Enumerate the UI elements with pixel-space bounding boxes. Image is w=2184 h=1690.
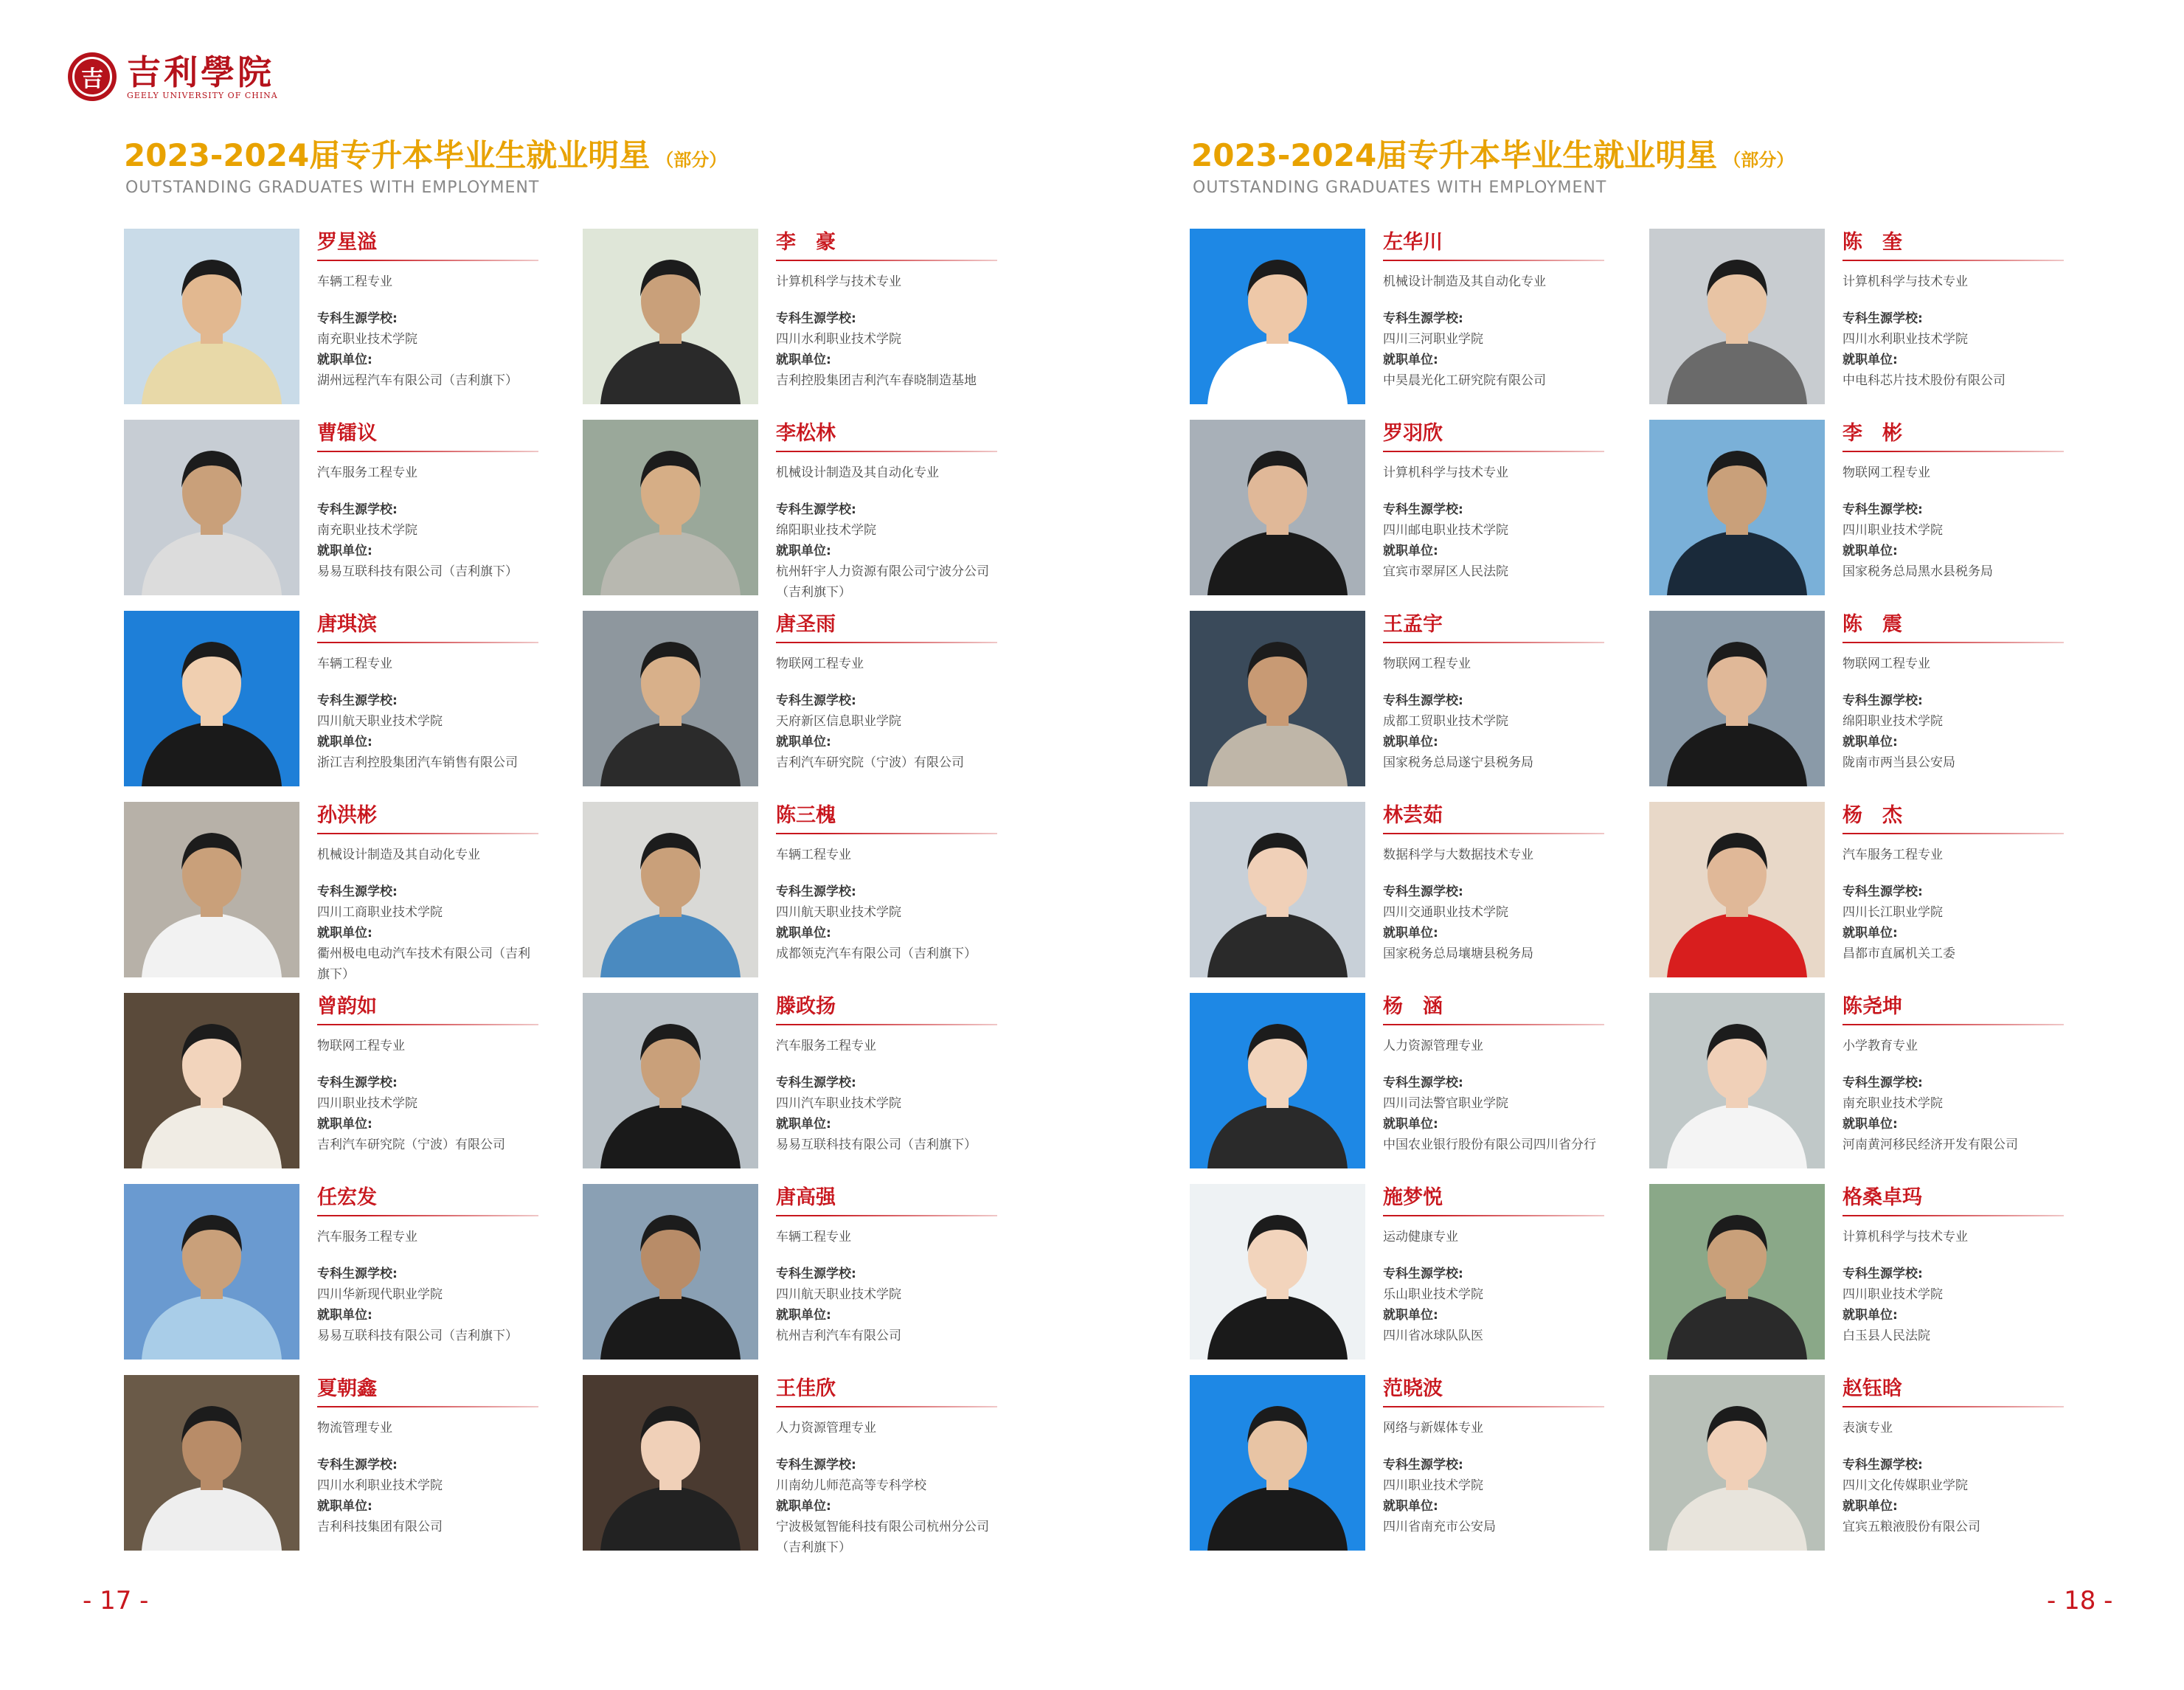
graduate-employer: 昌都市直属机关工委 [1842, 946, 1955, 961]
graduate-photo [1649, 611, 1825, 786]
employer-label: 就职单位: [1383, 735, 1438, 749]
graduate-name: 王佳欣 [776, 1377, 836, 1400]
name-divider [1842, 1215, 2064, 1216]
graduate-card [1649, 420, 2077, 597]
graduate-name: 施梦悦 [1383, 1186, 1443, 1209]
graduate-name: 李 彬 [1842, 422, 1902, 445]
graduate-card [583, 1375, 1010, 1555]
school-label: 专科生源学校: [317, 502, 398, 517]
school-label: 专科生源学校: [1383, 311, 1463, 326]
graduate-employer: 中国农业银行股份有限公司四川省分行 [1383, 1137, 1596, 1152]
name-divider [776, 451, 997, 452]
graduate-major: 机械设计制造及其自动化专业 [776, 465, 939, 480]
graduate-employer: 白玉县人民法院 [1842, 1329, 1930, 1343]
school-label: 专科生源学校: [1383, 693, 1463, 708]
employer-label: 就职单位: [317, 1308, 372, 1323]
graduate-employer: 易易互联科技有限公司（吉利旗下） [317, 1329, 518, 1343]
graduate-employer: 浙江吉利控股集团汽车销售有限公司 [317, 755, 518, 770]
college-name-en: GEELY UNIVERSITY OF CHINA [127, 90, 278, 100]
graduate-photo [1649, 229, 1825, 404]
school-label: 专科生源学校: [1842, 311, 1923, 326]
graduate-name: 林芸茹 [1383, 804, 1443, 827]
graduate-school: 南充职业技术学院 [317, 332, 417, 347]
school-label: 专科生源学校: [1383, 884, 1463, 899]
graduate-card [1190, 420, 1618, 597]
graduate-card [583, 229, 1010, 406]
employer-label: 就职单位: [1383, 353, 1438, 367]
graduate-employer: 四川省南充市公安局 [1383, 1520, 1496, 1534]
school-label: 专科生源学校: [317, 884, 398, 899]
graduate-name: 唐琪滨 [317, 613, 377, 636]
graduate-name: 格桑卓玛 [1842, 1186, 1922, 1209]
graduate-school: 四川汽车职业技术学院 [776, 1096, 901, 1111]
graduate-employer: 吉利汽车研究院（宁波）有限公司 [317, 1137, 505, 1152]
graduate-employer: 杭州吉利汽车有限公司 [776, 1329, 901, 1343]
name-divider [317, 833, 538, 834]
name-divider [1383, 642, 1604, 643]
graduate-school: 乐山职业技术学院 [1383, 1287, 1483, 1302]
graduate-card [124, 420, 552, 597]
graduate-employer: 吉利科技集团有限公司 [317, 1520, 443, 1534]
graduate-photo [1190, 802, 1365, 977]
graduate-photo [1649, 420, 1825, 595]
employer-label: 就职单位: [1842, 544, 1898, 558]
graduate-major: 物联网工程专业 [776, 657, 864, 671]
graduate-major: 车辆工程专业 [776, 848, 851, 862]
graduate-photo [124, 420, 299, 595]
school-label: 专科生源学校: [1842, 693, 1923, 708]
graduate-card [124, 229, 552, 406]
school-label: 专科生源学校: [776, 311, 856, 326]
graduate-employer: 国家税务总局遂宁县税务局 [1383, 755, 1533, 770]
name-divider [1383, 260, 1604, 261]
graduate-major: 网络与新媒体专业 [1383, 1421, 1483, 1436]
graduate-name: 李 豪 [776, 231, 836, 254]
graduate-major: 物联网工程专业 [1842, 657, 1930, 671]
school-label: 专科生源学校: [317, 311, 398, 326]
graduate-photo [583, 420, 758, 595]
school-label: 专科生源学校: [776, 1267, 856, 1281]
graduate-photo [583, 1184, 758, 1360]
graduate-photo [1190, 611, 1365, 786]
graduate-school: 四川水利职业技术学院 [776, 332, 901, 347]
school-label: 专科生源学校: [776, 1076, 856, 1090]
graduate-school: 四川职业技术学院 [317, 1096, 417, 1111]
graduate-card [583, 993, 1010, 1170]
graduate-card [124, 993, 552, 1170]
graduate-major: 汽车服务工程专业 [317, 1230, 417, 1244]
graduate-school: 四川航天职业技术学院 [317, 714, 443, 729]
name-divider [1383, 1024, 1604, 1025]
graduate-card [1649, 802, 2077, 979]
school-label: 专科生源学校: [1842, 502, 1923, 517]
graduate-name: 范晓波 [1383, 1377, 1443, 1400]
right-page-subtitle: OUTSTANDING GRADUATES WITH EMPLOYMENT [1193, 179, 1607, 197]
employer-label: 就职单位: [776, 735, 831, 749]
employer-label: 就职单位: [1842, 735, 1898, 749]
school-label: 专科生源学校: [1842, 884, 1923, 899]
employer-label: 就职单位: [1842, 1499, 1898, 1514]
graduate-name: 曹镭议 [317, 422, 377, 445]
school-label: 专科生源学校: [1383, 502, 1463, 517]
school-label: 专科生源学校: [1383, 1267, 1463, 1281]
employer-label: 就职单位: [776, 926, 831, 941]
school-label: 专科生源学校: [776, 884, 856, 899]
graduate-school: 成都工贸职业技术学院 [1383, 714, 1508, 729]
page-number-right: - 18 - [2047, 1586, 2113, 1615]
graduate-card [1649, 611, 2077, 788]
name-divider [317, 1215, 538, 1216]
name-divider [776, 833, 997, 834]
school-label: 专科生源学校: [317, 1267, 398, 1281]
name-divider [1842, 833, 2064, 834]
graduate-card [583, 611, 1010, 788]
employer-label: 就职单位: [1383, 926, 1438, 941]
graduate-photo [583, 229, 758, 404]
graduate-name: 罗羽欣 [1383, 422, 1443, 445]
graduate-name: 陈三槐 [776, 804, 836, 827]
name-divider [317, 1024, 538, 1025]
graduate-major: 物联网工程专业 [1383, 657, 1471, 671]
employer-label: 就职单位: [776, 1117, 831, 1132]
graduate-card [1649, 1184, 2077, 1361]
graduate-card [1649, 229, 2077, 406]
graduate-major: 运动健康专业 [1383, 1230, 1458, 1244]
graduate-photo [583, 993, 758, 1168]
employer-label: 就职单位: [317, 353, 372, 367]
school-label: 专科生源学校: [317, 693, 398, 708]
name-divider [776, 1024, 997, 1025]
graduate-photo [1190, 420, 1365, 595]
graduate-employer: 宜宾市翠屏区人民法院 [1383, 564, 1508, 579]
right-page-title: 2023-2024届专升本毕业生就业明星 （部分） [1191, 137, 1795, 173]
graduate-name: 唐圣雨 [776, 613, 836, 636]
graduate-name: 王孟宇 [1383, 613, 1443, 636]
graduate-name: 唐高强 [776, 1186, 836, 1209]
graduate-major: 车辆工程专业 [317, 274, 392, 289]
graduate-card [583, 420, 1010, 600]
page-number-left: - 17 - [83, 1586, 149, 1615]
name-divider [317, 451, 538, 452]
graduate-school: 南充职业技术学院 [317, 523, 417, 538]
name-divider [1383, 1406, 1604, 1407]
graduate-employer: 国家税务总局黑水县税务局 [1842, 564, 1993, 579]
employer-label: 就职单位: [776, 353, 831, 367]
employer-label: 就职单位: [1383, 1117, 1438, 1132]
graduate-employer: 中昊晨光化工研究院有限公司 [1383, 373, 1546, 388]
graduate-employer: 衢州极电电动汽车技术有限公司（吉利旗下） [317, 946, 530, 982]
school-label: 专科生源学校: [776, 693, 856, 708]
employer-label: 就职单位: [317, 1117, 372, 1132]
graduate-card [583, 1184, 1010, 1361]
graduate-photo [124, 1375, 299, 1551]
name-divider [1842, 260, 2064, 261]
graduate-major: 计算机科学与技术专业 [1383, 465, 1508, 480]
graduate-school: 四川长江职业学院 [1842, 905, 1943, 920]
graduate-photo [1649, 1375, 1825, 1551]
graduate-name: 任宏发 [317, 1186, 377, 1209]
graduate-card [1190, 611, 1618, 788]
graduate-name: 李松林 [776, 422, 836, 445]
graduate-school: 四川水利职业技术学院 [317, 1478, 443, 1493]
name-divider [776, 260, 997, 261]
employer-label: 就职单位: [776, 544, 831, 558]
graduate-school: 四川文化传媒职业学院 [1842, 1478, 1968, 1493]
graduate-school: 四川司法警官职业学院 [1383, 1096, 1508, 1111]
graduate-major: 计算机科学与技术专业 [1842, 274, 1968, 289]
graduate-major: 人力资源管理专业 [776, 1421, 876, 1436]
school-label: 专科生源学校: [317, 1076, 398, 1090]
graduate-card [124, 802, 552, 982]
graduate-employer: 陇南市两当县公安局 [1842, 755, 1955, 770]
graduate-major: 物流管理专业 [317, 1421, 392, 1436]
graduate-employer: 吉利控股集团吉利汽车春晓制造基地 [776, 373, 977, 388]
graduate-card [1190, 229, 1618, 406]
school-label: 专科生源学校: [1842, 1267, 1923, 1281]
graduate-school: 四川航天职业技术学院 [776, 905, 901, 920]
graduate-school: 绵阳职业技术学院 [1842, 714, 1943, 729]
graduate-card [124, 1375, 552, 1552]
employer-label: 就职单位: [776, 1308, 831, 1323]
graduate-employer: 四川省冰球队队医 [1383, 1329, 1483, 1343]
graduate-school: 天府新区信息职业学院 [776, 714, 901, 729]
graduate-school: 绵阳职业技术学院 [776, 523, 876, 538]
graduate-name: 夏朝鑫 [317, 1377, 377, 1400]
graduate-photo [124, 229, 299, 404]
employer-label: 就职单位: [1383, 1499, 1438, 1514]
graduate-major: 人力资源管理专业 [1383, 1039, 1483, 1053]
college-logo [68, 47, 278, 106]
graduate-major: 物联网工程专业 [317, 1039, 405, 1053]
name-divider [317, 260, 538, 261]
employer-label: 就职单位: [1842, 1117, 1898, 1132]
name-divider [1383, 833, 1604, 834]
graduate-school: 四川职业技术学院 [1842, 523, 1943, 538]
graduate-major: 机械设计制造及其自动化专业 [1383, 274, 1546, 289]
graduate-employer: 中电科芯片技术股份有限公司 [1842, 373, 2006, 388]
graduate-name: 左华川 [1383, 231, 1443, 254]
left-page-title: 2023-2024届专升本毕业生就业明星 （部分） [124, 137, 727, 173]
graduate-photo [1649, 802, 1825, 977]
graduate-name: 陈 震 [1842, 613, 1902, 636]
name-divider [776, 1406, 997, 1407]
graduate-card [1190, 1375, 1618, 1552]
graduate-school: 四川职业技术学院 [1842, 1287, 1943, 1302]
graduate-employer: 易易互联科技有限公司（吉利旗下） [776, 1137, 977, 1152]
graduate-photo [1190, 1184, 1365, 1360]
employer-label: 就职单位: [776, 1499, 831, 1514]
employer-label: 就职单位: [317, 735, 372, 749]
graduate-name: 曾韵如 [317, 995, 377, 1018]
graduate-school: 四川三河职业学院 [1383, 332, 1483, 347]
graduate-major: 车辆工程专业 [317, 657, 392, 671]
graduate-name: 罗星溢 [317, 231, 377, 254]
graduate-card [583, 802, 1010, 979]
graduate-major: 表演专业 [1842, 1421, 1893, 1436]
graduate-card [124, 611, 552, 788]
employer-label: 就职单位: [1842, 926, 1898, 941]
name-divider [317, 1406, 538, 1407]
graduate-name: 杨 杰 [1842, 804, 1902, 827]
graduate-major: 小学教育专业 [1842, 1039, 1918, 1053]
employer-label: 就职单位: [1383, 1308, 1438, 1323]
graduate-photo [124, 611, 299, 786]
graduate-school: 四川华新现代职业学院 [317, 1287, 443, 1302]
school-label: 专科生源学校: [1842, 1076, 1923, 1090]
graduate-school: 南充职业技术学院 [1842, 1096, 1943, 1111]
graduate-major: 汽车服务工程专业 [1842, 848, 1943, 862]
employer-label: 就职单位: [317, 926, 372, 941]
graduate-employer: 河南黄河移民经济开发有限公司 [1842, 1137, 2018, 1152]
graduate-card [1190, 802, 1618, 979]
name-divider [776, 642, 997, 643]
graduate-photo [583, 611, 758, 786]
graduate-employer: 吉利汽车研究院（宁波）有限公司 [776, 755, 964, 770]
employer-label: 就职单位: [1842, 1308, 1898, 1323]
name-divider [1842, 642, 2064, 643]
graduate-major: 数据科学与大数据技术专业 [1383, 848, 1533, 862]
name-divider [1383, 451, 1604, 452]
name-divider [1842, 1024, 2064, 1025]
graduate-major: 汽车服务工程专业 [776, 1039, 876, 1053]
name-divider [1842, 1406, 2064, 1407]
graduate-photo [124, 993, 299, 1168]
employer-label: 就职单位: [1842, 353, 1898, 367]
name-divider [776, 1215, 997, 1216]
graduate-card [124, 1184, 552, 1361]
graduate-school: 川南幼儿师范高等专科学校 [776, 1478, 926, 1493]
graduate-photo [1649, 1184, 1825, 1360]
graduate-employer: 湖州远程汽车有限公司（吉利旗下） [317, 373, 518, 388]
name-divider [1383, 1215, 1604, 1216]
school-label: 专科生源学校: [1842, 1458, 1923, 1472]
graduate-major: 计算机科学与技术专业 [1842, 1230, 1968, 1244]
graduate-major: 物联网工程专业 [1842, 465, 1930, 480]
graduate-school: 四川工商职业技术学院 [317, 905, 443, 920]
graduate-card [1190, 993, 1618, 1170]
college-seal-icon: 吉 [68, 52, 117, 101]
graduate-employer: 成都领克汽车有限公司（吉利旗下） [776, 946, 977, 961]
graduate-photo [583, 1375, 758, 1551]
graduate-name: 陈 奎 [1842, 231, 1902, 254]
graduate-major: 计算机科学与技术专业 [776, 274, 901, 289]
graduate-school: 四川交通职业技术学院 [1383, 905, 1508, 920]
school-label: 专科生源学校: [1383, 1076, 1463, 1090]
graduate-major: 机械设计制造及其自动化专业 [317, 848, 480, 862]
graduate-school: 四川航天职业技术学院 [776, 1287, 901, 1302]
school-label: 专科生源学校: [776, 1458, 856, 1472]
school-label: 专科生源学校: [1383, 1458, 1463, 1472]
graduate-name: 孙洪彬 [317, 804, 377, 827]
graduate-card [1190, 1184, 1618, 1361]
graduate-photo [1190, 1375, 1365, 1551]
graduate-photo [583, 802, 758, 977]
name-divider [317, 642, 538, 643]
graduate-school: 四川水利职业技术学院 [1842, 332, 1968, 347]
left-page-subtitle: OUTSTANDING GRADUATES WITH EMPLOYMENT [125, 179, 540, 197]
graduate-name: 陈尧坤 [1842, 995, 1902, 1018]
employer-label: 就职单位: [1383, 544, 1438, 558]
graduate-employer: 国家税务总局壤塘县税务局 [1383, 946, 1533, 961]
graduate-card [1649, 1375, 2077, 1552]
college-name: 吉利學院 [127, 52, 274, 92]
school-label: 专科生源学校: [317, 1458, 398, 1472]
graduate-major: 汽车服务工程专业 [317, 465, 417, 480]
employer-label: 就职单位: [317, 1499, 372, 1514]
graduate-name: 杨 涵 [1383, 995, 1443, 1018]
graduate-photo [124, 802, 299, 977]
graduate-photo [1649, 993, 1825, 1168]
employer-label: 就职单位: [317, 544, 372, 558]
graduate-card [1649, 993, 2077, 1170]
graduate-photo [1190, 993, 1365, 1168]
graduate-employer: 易易互联科技有限公司（吉利旗下） [317, 564, 518, 579]
graduate-employer: 宜宾五粮液股份有限公司 [1842, 1520, 1980, 1534]
school-label: 专科生源学校: [776, 502, 856, 517]
graduate-school: 四川邮电职业技术学院 [1383, 523, 1508, 538]
graduate-photo [124, 1184, 299, 1360]
graduate-name: 赵钰晗 [1842, 1377, 1902, 1400]
graduate-school: 四川职业技术学院 [1383, 1478, 1483, 1493]
graduate-photo [1190, 229, 1365, 404]
name-divider [1842, 451, 2064, 452]
graduate-employer: 宁波极氪智能科技有限公司杭州分公司（吉利旗下） [776, 1520, 989, 1555]
graduate-major: 车辆工程专业 [776, 1230, 851, 1244]
graduate-name: 滕政扬 [776, 995, 836, 1018]
graduate-employer: 杭州轩宇人力资源有限公司宁波分公司（吉利旗下） [776, 564, 989, 600]
